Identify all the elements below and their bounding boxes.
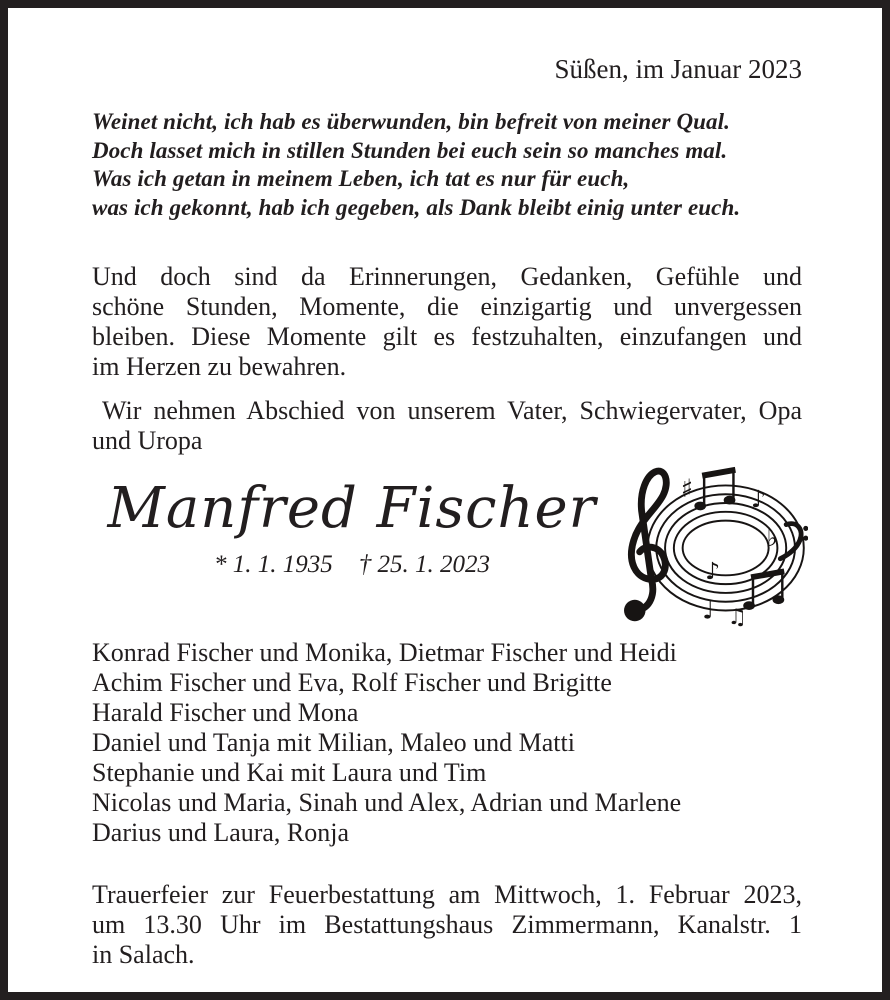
notice-content <box>8 8 882 992</box>
deceased-block <box>92 470 802 632</box>
deceased-name-column <box>92 470 612 580</box>
poem-line: Was ich getan in meinem Leben, ich tat es nur für euch, <box>92 166 630 191</box>
funeral-info-line: um 13.30 Uhr im Bestattungshaus Zimmermann, Kanalstr. 1 <box>92 910 802 939</box>
mourners-list <box>92 638 802 848</box>
poem-line: Doch lasset mich in stillen Stunden bei euch sein so manches mal. <box>92 137 728 163</box>
remembrance-line: Und doch sind da Erinnerungen, Gedanken, Gefühle und <box>92 262 802 291</box>
mourner-line: Stephanie und Kai mit Laura und Tim <box>92 758 487 787</box>
eighth-note-icon: ♪ <box>751 484 767 513</box>
sharp-icon: ♯ <box>680 473 693 504</box>
beamed-notes-icon <box>744 571 785 609</box>
beamed-note-icon: ♫ <box>727 605 747 631</box>
poem-line: Weinet nicht, ich hab es überwunden, bin befreit von meiner Qual. <box>92 109 730 134</box>
remembrance-line: im Herzen zu bewahren. <box>92 352 347 381</box>
staff-swirl-lines <box>647 485 803 610</box>
farewell-line: Wir nehmen Abschied von unserem Vater, Schwiegervater, Opa <box>102 396 802 425</box>
remembrance-line: schöne Stunden, Momente, die einzigartig und unvergessen <box>92 292 802 321</box>
deceased-name: Manfred Fischer <box>107 476 597 541</box>
farewell-line: und Uropa <box>92 426 203 455</box>
funeral-info-line: Trauerfeier zur Feuerbestattung am Mittwoch, 1. Februar 2023, <box>92 880 802 909</box>
funeral-info-line: in Salach. <box>92 940 195 969</box>
poem-line: was ich gekonnt, hab ich gegeben, als Dank bleibt einig unter euch. <box>92 194 741 220</box>
flat-icon: ♭ <box>766 524 778 553</box>
treble-clef-icon <box>624 471 666 621</box>
mourner-line: Darius und Laura, Ronja <box>92 818 350 847</box>
quarter-note-icon: ♩ <box>702 594 715 625</box>
mourner-line: Konrad Fischer und Monika, Dietmar Fischer und Heidi <box>92 638 677 667</box>
mourner-line: Nicolas und Maria, Sinah und Alex, Adrian und Marlene <box>92 788 682 817</box>
birth-date: * 1. 1. 1935 <box>214 551 333 578</box>
music-notes-graphic <box>612 462 808 632</box>
memorial-poem <box>92 108 802 222</box>
dateline: Süßen, im Januar 2023 <box>554 54 802 84</box>
music-decoration-column <box>612 462 808 632</box>
mourner-line: Daniel und Tanja mit Milian, Maleo und Matti <box>92 728 575 757</box>
remembrance-line: bleiben. Diese Momente gilt es festzuhalten, einzufangen und <box>92 322 802 351</box>
death-date: † 25. 1. 2023 <box>358 551 490 578</box>
remembrance-paragraph <box>92 262 802 382</box>
mourner-line: Achim Fischer und Eva, Rolf Fischer und Brigitte <box>92 668 612 697</box>
life-dates <box>92 550 612 580</box>
funeral-info-paragraph <box>92 880 802 970</box>
mourner-line: Harald Fischer und Mona <box>92 698 359 727</box>
eighth-note-icon: ♪ <box>705 557 721 586</box>
farewell-paragraph <box>92 396 802 456</box>
